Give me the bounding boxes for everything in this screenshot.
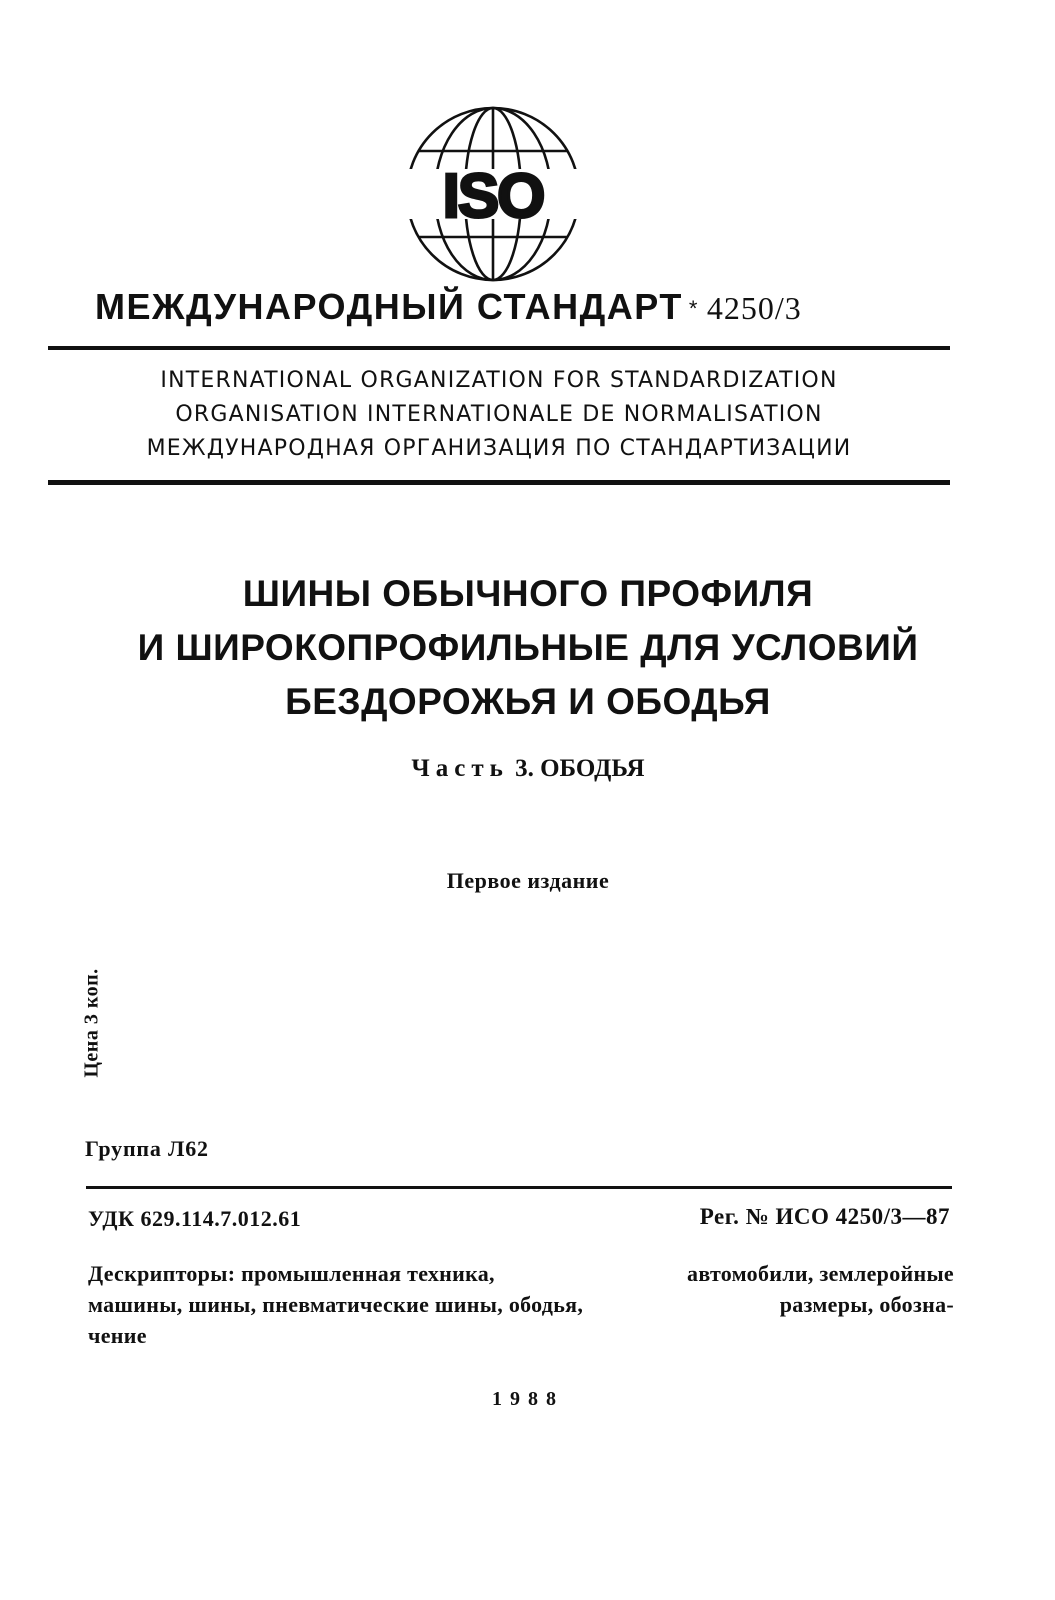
part-title: ОБОДЬЯ (540, 755, 645, 782)
descriptors-line-2b: размеры, обозна- (779, 1292, 954, 1317)
udk-code: УДК 629.114.7.012.61 (88, 1206, 302, 1231)
part-number: 3. (515, 755, 534, 782)
edition: Первое издание (446, 868, 610, 893)
org-name-fr: ORGANISATION INTERNATIONALE DE NORMALISATION (175, 402, 823, 427)
title-line-2: И ШИРОКОПРОФИЛЬНЫЕ ДЛЯ УСЛОВИЙ (137, 627, 919, 668)
standard-number: 4250/3 (706, 290, 802, 326)
iso-logo (398, 103, 588, 285)
descriptors-line-1 (88, 1258, 954, 1289)
registration-number: Рег. № ИСО 4250/3—87 (699, 1204, 950, 1229)
descriptors-line-2a: машины, шины, пневматические шины, ободья, (88, 1292, 584, 1317)
part-label: Часть (411, 755, 509, 782)
bottom-divider (86, 1186, 952, 1189)
standard-title: МЕЖДУНАРОДНЫЙ СТАНДАРТ (95, 286, 683, 327)
price-text: Цена 3 коп. (80, 968, 103, 1078)
descriptors-line-2 (88, 1289, 954, 1320)
group-code: Группа Л62 (85, 1136, 209, 1161)
descriptors-line-3: чение (88, 1323, 147, 1348)
top-divider (48, 346, 950, 350)
title-line-1: ШИНЫ ОБЫЧНОГО ПРОФИЛЯ (242, 573, 814, 614)
org-divider (48, 480, 950, 485)
star-mark: * (688, 296, 699, 322)
descriptors (88, 1258, 954, 1351)
title-line-3: БЕЗДОРОЖЬЯ И ОБОДЬЯ (285, 681, 771, 722)
org-name-en: INTERNATIONAL ORGANIZATION FOR STANDARDIZATION (160, 368, 838, 393)
part-heading (48, 755, 1008, 783)
publication-year: 1988 (492, 1388, 564, 1410)
descriptors-line-1a: Дескрипторы: промышленная техника, (88, 1261, 495, 1286)
iso-logo-text: ISO (442, 162, 544, 231)
document-title (48, 567, 1008, 729)
descriptors-line-1b: автомобили, землеройные (687, 1261, 954, 1286)
price-label (72, 960, 112, 1086)
org-name-ru: МЕЖДУНАРОДНАЯ ОРГАНИЗАЦИЯ ПО СТАНДАРТИЗАЦИИ (146, 436, 852, 461)
standard-title-line (95, 286, 955, 336)
